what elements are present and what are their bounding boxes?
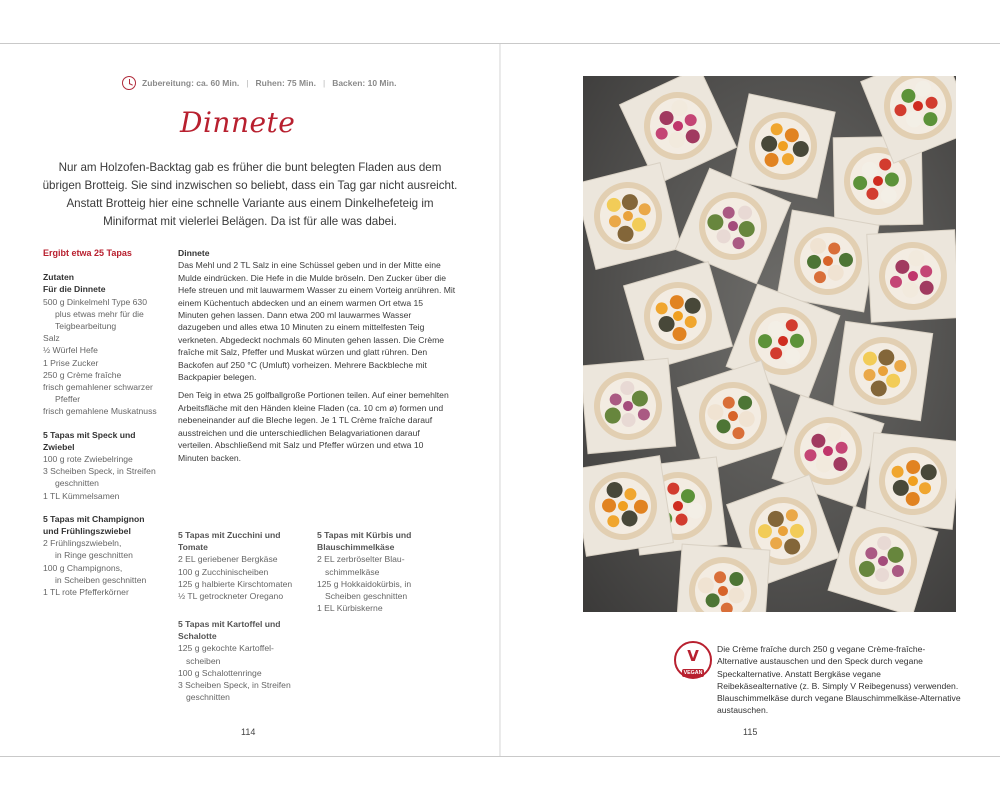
timing-separator: | (322, 78, 326, 88)
bake-time: Backen: 10 Min. (332, 78, 397, 88)
variation-line: 125 g gekochte Kartoffel- (178, 643, 274, 654)
page-fold (499, 44, 501, 756)
speck-heading: 5 Tapas mit Speck und (43, 429, 136, 440)
ingredient-line: frisch gemahlene Muskatnuss (43, 406, 157, 417)
rest-time: Ruhen: 75 Min. (255, 78, 316, 88)
variation-line: scheiben (186, 655, 221, 666)
book-spread (0, 43, 1000, 757)
page-number-right: 115 (743, 727, 758, 737)
variation-zucchini (178, 529, 313, 602)
timing-separator: | (246, 78, 249, 88)
ingredient-line: 3 Scheiben Speck, in Streifen (43, 466, 156, 477)
tapa-item (731, 94, 835, 198)
ingredient-line: Pfeffer (55, 394, 81, 405)
ingredient-line: 1 TL Kümmelsamen (43, 490, 120, 501)
ingredient-line: in Scheiben geschnitten (55, 574, 147, 585)
ingredient-line: 100 g Champignons, (43, 562, 123, 573)
ingredient-line: 500 g Dinkelmehl Type 630 (43, 296, 147, 307)
tapa-item (583, 358, 676, 453)
recipe-yield: Ergibt etwa 25 Tapas (43, 248, 132, 258)
tapa-item (777, 210, 879, 312)
variation-line: 2 EL geriebener Bergkäse (178, 554, 278, 565)
variation-line: ½ TL getrockneter Oregano (178, 591, 284, 602)
variation-line: 3 Scheiben Speck, in Streifen (178, 680, 291, 691)
ingredient-group-dough (43, 271, 173, 417)
tapas-illustration (583, 76, 956, 612)
prep-time: Zubereitung: ca. 60 Min. (142, 78, 240, 88)
variation-heading: Blauschimmelkäse (317, 542, 395, 553)
method-paragraph: Das Mehl und 2 TL Salz in eine Schüssel geben und in der Mitte eine Mulde eindrücken. Die Hefe in die Mulde bröseln. Den Zucker über die Hefe streuen und mit lauwarmem Wasser zu einem Vorteig anrühren. Mit einem Küchentuch abdecken und an einem warmen Ort etwa 15 Minuten gehen lassen. Dann etwa 200 ml lauwarmes Wasser dazugeben und alles etwa 10 Minuten zu einem mittelfesten Teig verkneten. Abgedeckt nochmals 60 Minuten gehen lassen. Die Crème fraîche mit Salz, Pfeffer und Muskat würzen und glatt rühren. Den Backofen auf 250 °C (Umluft) vorheizen. Mehrere Backbleche mit Backpapier belegen. (178, 260, 456, 383)
ingredient-line: 250 g Crème fraîche (43, 369, 122, 380)
food-photo (583, 76, 956, 612)
ingredient-line: 100 g rote Zwiebelringe (43, 454, 133, 465)
champignon-heading: 5 Tapas mit Champignon (43, 513, 145, 524)
ingredients-column (43, 247, 173, 609)
variation-heading: 5 Tapas mit Kartoffel und (178, 619, 281, 629)
timing-bar (122, 74, 396, 92)
ingredient-group-speck (43, 429, 173, 502)
ingredient-line: ½ Würfel Hefe (43, 345, 98, 356)
ingredient-line: 1 Prise Zucker (43, 357, 99, 368)
tapa-item (624, 262, 733, 371)
variation-line: 1 EL Kürbiskerne (317, 603, 383, 614)
ingredient-group-champignon (43, 513, 173, 598)
variation-line: 125 g halbierte Kirschtomaten (178, 578, 293, 589)
variation-line: Scheiben geschnitten (325, 591, 408, 602)
vegan-note: Die Crème fraîche durch 250 g vegane Crème-fraîche-Alternative austauschen und den Speck durch vegane Speckalternative. Anstatt Bergkäse vegane Reibekäsealternative (z. B. Simply V Reibegenuss) verwenden. Blauschimmelkäse durch vegane Blauschimmelkäse-Alternative austauschen. (717, 644, 961, 716)
ingredient-line: Salz (43, 333, 60, 344)
speck-heading: Zwiebel (43, 441, 75, 452)
champignon-heading: und Frühlingszwiebel (43, 526, 131, 537)
variation-heading: Tomate (178, 542, 208, 553)
ingredient-line: in Ringe geschnitten (55, 550, 133, 561)
method-heading: Dinnete (178, 248, 210, 258)
variation-kuerbis (317, 529, 452, 614)
tapa-item (583, 456, 673, 557)
method-column (178, 247, 456, 470)
ingredient-line: Teigbearbeitung (55, 321, 117, 332)
variation-heading: 5 Tapas mit Zucchini und (178, 530, 281, 540)
variation-line: 100 g Zucchinischeiben (178, 566, 269, 577)
ingredient-line: plus etwas mehr für die (55, 308, 144, 319)
dough-heading: Für die Dinnete (43, 284, 106, 295)
recipe-intro: Nur am Holzofen-Backtag gab es früher die bunt belegten Fladen aus dem übrigen Brotteig. Sie sind inzwischen so beliebt, dass ein Tag gar nicht ausreicht. Anstatt Brotteig hier eine schnelle Variante aus einem Dinkelhefeteig im Miniformat mit vielerlei Belägen. Da ist für alle was dabei. (42, 161, 458, 228)
variation-line: schimmelkäse (325, 566, 380, 577)
ingredient-line: 2 Frühlingszwiebeln, (43, 538, 122, 549)
variation-line: 100 g Schalottenringe (178, 667, 262, 678)
variation-line: 2 EL zerbröselter Blau- (317, 554, 405, 565)
variation-kartoffel (178, 618, 313, 703)
variation-line: geschnitten (186, 692, 230, 703)
variation-line: 125 g Hokkaidokürbis, in (317, 578, 412, 589)
variation-heading: 5 Tapas mit Kürbis und (317, 530, 412, 540)
vegan-label: VEGAN (683, 670, 703, 676)
clock-icon (122, 76, 136, 90)
ingredient-line: 1 TL rote Pfefferkörner (43, 587, 129, 598)
tapa-item (833, 321, 932, 420)
tapa-item (867, 230, 956, 322)
page-number-left: 114 (241, 727, 256, 737)
ingredient-line: frisch gemahlener schwarzer (43, 382, 153, 393)
tapa-item (676, 544, 770, 612)
ingredient-line: geschnitten (55, 478, 99, 489)
recipe-title: Dinnete (180, 106, 296, 139)
method-paragraph: Den Teig in etwa 25 golfballgroße Portionen teilen. Auf einer bemehlten Arbeitsfläche mit den Händen kleine Fladen (ca. 10 cm ø) formen und nebeneinander auf die Bleche legen. Je 1 TL Crème fraîche darauf ausstreichen und die unterschiedlichen Belagvariationen darauf verteilen. Abschließend mit Salz und Pfeffer würzen und etwa 10 Minuten backen. (178, 390, 449, 463)
ingredients-heading: Zutaten (43, 272, 75, 283)
vegan-badge (674, 641, 712, 679)
variation-heading: Schalotte (178, 631, 217, 642)
vegan-leaf-icon: V (687, 647, 699, 665)
